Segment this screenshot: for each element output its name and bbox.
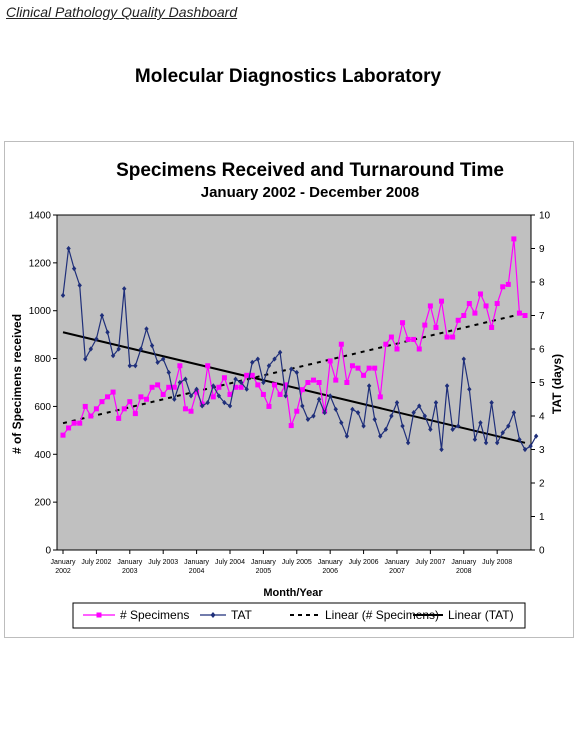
point-specimens	[305, 380, 310, 385]
point-specimens	[161, 392, 166, 397]
point-specimens	[122, 406, 127, 411]
x-tick-label: July 2004	[215, 559, 245, 566]
point-specimens	[367, 366, 372, 371]
point-specimens	[450, 335, 455, 340]
point-specimens	[294, 409, 299, 414]
point-specimens	[417, 347, 422, 352]
point-specimens	[495, 301, 500, 306]
point-specimens	[83, 404, 88, 409]
point-specimens	[422, 323, 427, 328]
point-specimens	[506, 282, 511, 287]
point-specimens	[439, 299, 444, 304]
chart-svg	[5, 142, 573, 637]
x-tick-label: January 2003	[117, 559, 143, 575]
point-specimens	[333, 378, 338, 383]
point-specimens	[511, 236, 516, 241]
y-left-tick-label: 1000	[28, 306, 51, 318]
y-right-tick-label: 3	[539, 445, 545, 456]
y-right-tick-label: 7	[539, 311, 545, 322]
point-specimens	[116, 416, 121, 421]
point-specimens	[278, 392, 283, 397]
point-specimens	[428, 303, 433, 308]
chart-area	[4, 141, 574, 638]
point-specimens	[138, 394, 143, 399]
point-specimens	[72, 421, 77, 426]
y-right-tick-label: 0	[539, 545, 545, 557]
point-specimens	[183, 406, 188, 411]
legend-label: Linear (# Specimens)	[325, 608, 440, 622]
point-specimens	[244, 373, 249, 378]
y-right-tick-label: 10	[539, 210, 551, 222]
point-specimens	[472, 311, 477, 316]
point-specimens	[222, 375, 227, 380]
point-specimens	[311, 378, 316, 383]
point-specimens	[99, 399, 104, 404]
point-specimens	[266, 404, 271, 409]
point-specimens	[300, 387, 305, 392]
y-right-tick-label: 9	[539, 244, 545, 255]
x-tick-label: January 2006	[317, 559, 343, 575]
point-specimens	[378, 394, 383, 399]
point-specimens	[177, 363, 182, 368]
point-specimens	[433, 325, 438, 330]
point-specimens	[406, 337, 411, 342]
point-specimens	[389, 335, 394, 340]
point-specimens	[317, 380, 322, 385]
y-left-tick-label: 0	[45, 545, 51, 557]
legend-label: Linear (TAT)	[448, 608, 514, 622]
legend-marker-square	[97, 613, 102, 618]
x-tick-label: January 2005	[250, 559, 276, 575]
x-tick-label: July 2003	[148, 559, 179, 566]
x-tick-label: January 2004	[184, 559, 210, 575]
y-left-tick-label: 800	[34, 354, 51, 366]
x-tick-label: January 2008	[451, 559, 477, 575]
x-tick-label: January 2007	[384, 559, 410, 575]
point-specimens	[394, 347, 399, 352]
x-axis-title: Month/Year	[263, 587, 323, 599]
y-axis-right-title: TAT (days)	[550, 353, 564, 415]
point-specimens	[166, 385, 171, 390]
point-specimens	[272, 382, 277, 387]
point-specimens	[77, 421, 82, 426]
y-left-tick-label: 400	[34, 449, 51, 461]
point-specimens	[339, 342, 344, 347]
point-specimens	[356, 366, 361, 371]
point-specimens	[150, 385, 155, 390]
point-specimens	[66, 425, 71, 430]
point-specimens	[133, 411, 138, 416]
y-right-tick-label: 8	[539, 277, 545, 289]
point-specimens	[205, 363, 210, 368]
point-specimens	[127, 399, 132, 404]
legend-label: TAT	[231, 608, 252, 622]
point-specimens	[400, 320, 405, 325]
point-specimens	[467, 301, 472, 306]
point-specimens	[411, 337, 416, 342]
chart-subtitle: January 2002 - December 2008	[200, 184, 420, 201]
y-axis-left-title: # of Specimens received	[10, 313, 24, 455]
dashboard-link[interactable]: Clinical Pathology Quality Dashboard	[6, 4, 238, 20]
point-specimens	[255, 382, 260, 387]
legend	[73, 603, 525, 628]
point-specimens	[88, 414, 93, 419]
point-specimens	[261, 392, 266, 397]
point-specimens	[61, 433, 66, 438]
x-tick-label: July 2008	[482, 559, 513, 566]
point-specimens	[111, 390, 116, 395]
point-specimens	[144, 397, 149, 402]
x-tick-label: July 2007	[415, 559, 446, 566]
point-specimens	[328, 358, 333, 363]
point-specimens	[216, 385, 221, 390]
y-right-tick-label: 2	[539, 478, 545, 490]
point-specimens	[344, 380, 349, 385]
point-specimens	[456, 318, 461, 323]
point-specimens	[489, 325, 494, 330]
x-tick-label: July 2002	[81, 559, 112, 566]
x-tick-label: July 2006	[348, 559, 379, 566]
y-right-tick-label: 1	[539, 512, 545, 523]
y-right-tick-label: 5	[539, 378, 545, 389]
y-left-tick-label: 1400	[28, 210, 51, 222]
point-specimens	[189, 409, 194, 414]
y-left-tick-label: 600	[34, 401, 51, 413]
point-specimens	[361, 373, 366, 378]
point-specimens	[289, 423, 294, 428]
legend-label: # Specimens	[120, 608, 190, 622]
point-specimens	[484, 303, 489, 308]
plot-area	[57, 215, 531, 550]
x-tick-label: July 2005	[281, 559, 312, 566]
point-specimens	[383, 342, 388, 347]
y-left-tick-label: 1200	[28, 258, 51, 270]
point-specimens	[523, 313, 528, 318]
point-specimens	[350, 363, 355, 368]
chart-title: Specimens Received and Turnaround Time	[116, 160, 504, 181]
point-specimens	[461, 313, 466, 318]
point-specimens	[94, 406, 99, 411]
point-specimens	[372, 366, 377, 371]
point-specimens	[105, 394, 110, 399]
point-specimens	[517, 311, 522, 316]
page-title: Molecular Diagnostics Laboratory	[134, 66, 442, 87]
point-specimens	[211, 394, 216, 399]
point-specimens	[500, 284, 505, 289]
x-tick-label: January 2002	[50, 559, 76, 575]
y-right-tick-label: 4	[539, 411, 545, 423]
y-left-tick-label: 200	[34, 497, 51, 509]
point-specimens	[445, 335, 450, 340]
y-right-tick-label: 6	[539, 344, 545, 356]
point-specimens	[478, 291, 483, 296]
point-specimens	[155, 382, 160, 387]
